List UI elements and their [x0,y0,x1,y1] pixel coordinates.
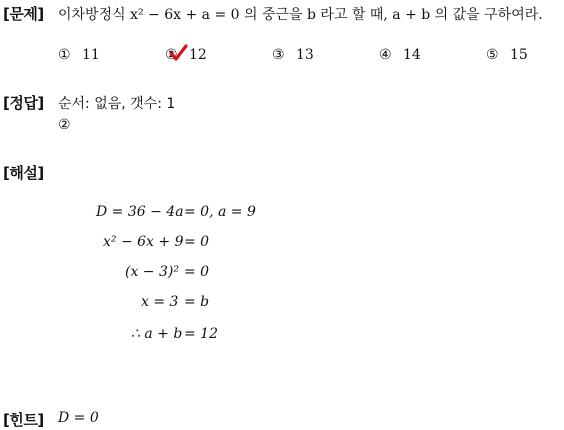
solution-line-2-rhs: = 0 [184,234,210,250]
answer-choice: ② [58,117,71,133]
choice-5-value: 15 [510,47,528,63]
choice-5-mark: ⑤ [486,47,499,63]
check-mark-icon [168,43,188,63]
solution-line-4-rhs: = b [184,294,210,310]
choice-2-mark: ② [165,47,178,63]
choice-4-mark: ④ [379,47,392,63]
problem-text: 이차방정식 x² − 6x + a = 0 의 중근을 b 라고 할 때, a + b 의 값을 구하여라. [58,7,543,23]
choice-4-value: 14 [403,47,421,63]
choice-4[interactable] [379,47,421,63]
choice-5[interactable] [486,47,528,63]
solution-line-4-lhs: x = 3 [141,294,179,310]
choice-3[interactable] [272,47,314,63]
choice-2-value: 12 [189,47,207,63]
solution-line-3-rhs: = 0 [184,264,210,280]
hint-text: D = 0 [58,410,99,426]
solution-label: [해설] [3,164,44,182]
solution-line-2-lhs: x² − 6x + 9 [103,234,184,250]
answer-order-count: 순서: 없음, 갯수: 1 [58,96,176,112]
choice-1-mark: ① [58,47,71,63]
choice-1[interactable] [58,47,100,63]
answer-label: [정답] [3,94,44,112]
choice-3-value: 13 [296,47,314,63]
solution-line-5-lhs: ∴ a + b [131,326,183,342]
solution-line-3-lhs: (x − 3)² [125,264,179,280]
solution-line-1-rhs: = 0, a = 9 [184,204,256,220]
problem-label: [문제] [3,5,44,23]
choice-3-mark: ③ [272,47,285,63]
hint-label: [힌트] [3,411,44,429]
choice-1-value: 11 [82,47,100,63]
solution-line-5-rhs: = 12 [184,326,218,342]
solution-line-1-lhs: D = 36 − 4a [96,204,184,220]
